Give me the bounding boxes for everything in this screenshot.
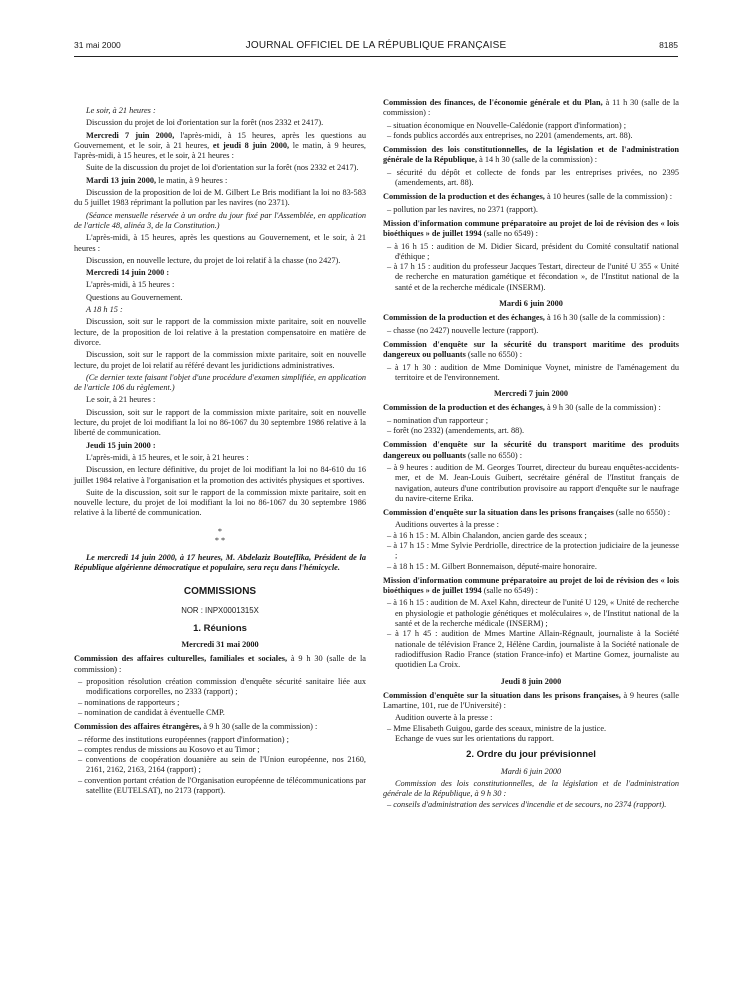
asterism	[74, 527, 366, 545]
para: Audition ouverte à la presse :	[395, 713, 493, 723]
agenda-item: – convention portant création de l'Organisation européenne de télécommunications par satellite (EUTELSAT), no 2173 (rapport).	[78, 775, 366, 796]
para: Auditions ouvertes à la presse :	[395, 520, 499, 530]
left-column	[74, 106, 366, 796]
para: Questions au Gouvernement.	[86, 292, 183, 302]
para: Discussion, soit sur le rapport de la commission mixte paritaire, soit en nouvelle lecture, du projet de loi relatif au référé devant les juridictions administratives.	[74, 350, 366, 370]
agenda-item: – à 16 h 15 : audition de M. Didier Sicard, président du Comité consultatif national d'éthique ;	[387, 241, 679, 261]
right-column	[383, 98, 679, 810]
commission-heading	[383, 508, 679, 518]
date-heading: Jeudi 15 juin 2000 :	[86, 440, 156, 450]
commission-time: à 10 heures (salle de la commission) :	[544, 192, 673, 202]
agenda-list	[383, 800, 679, 810]
date-bold: Mardi 13 juin 2000,	[86, 175, 157, 185]
para-text: le matin, à 9 heures, l'après-midi, à 15 heures, et le soir, à 21 heures :	[74, 140, 366, 161]
agenda-item: – fonds publics accordés aux entreprises, no 2201 (amendements, art. 88).	[387, 130, 633, 140]
date-bold: et jeudi 8 juin 2000,	[212, 140, 290, 150]
commission-time: à 9 h 30 (salle de la commission) :	[544, 403, 661, 413]
agenda-list	[383, 205, 679, 215]
para	[74, 131, 366, 162]
agenda-list	[383, 168, 679, 189]
agenda-item: – chasse (no 2427) nouvelle lecture (rapport).	[387, 325, 539, 335]
header-date: 31 mai 2000	[74, 40, 121, 50]
para: A 18 h 15 :	[86, 305, 123, 315]
agenda-item: – conseils d'administration des services d'incendie et de secours, no 2374 (rapport).	[387, 799, 667, 809]
para: Discussion, soit sur le rapport de la commission mixte paritaire, soit en nouvelle lecture, du projet de loi modifiant la loi no 86-1067 du 30 septembre 1986 relative à la liberté de communication.	[74, 407, 366, 438]
agenda-item: – à 17 h 15 : Mme Sylvie Perdriolle, directrice de la protection judiciaire de la jeunesse ;	[387, 540, 679, 561]
commission-time: à 16 h 30 (salle de la commission) :	[544, 313, 665, 323]
agenda-list	[383, 463, 679, 504]
day-heading: Mercredi 31 mai 2000	[181, 640, 259, 650]
commission-name: Commission d'enquête sur la sécurité du transport maritime des produits dangereux ou polluants	[383, 440, 679, 460]
asterism-top: *	[217, 526, 223, 536]
commission-heading	[383, 192, 679, 202]
agenda-item: – à 16 h 15 : M. Albin Chalandon, ancien garde des sceaux ;	[387, 530, 587, 540]
agenda-item: – Mme Elisabeth Guigou, garde des sceaux, ministre de la justice.	[387, 723, 607, 733]
commission-time: (salle no 6549) :	[481, 586, 538, 596]
commission-name: Commission d'enquête sur la sécurité du transport maritime des produits dangereux ou polluants	[383, 339, 679, 360]
para: L'après-midi, à 15 heures, et le soir, à 21 heures :	[86, 452, 249, 462]
day-heading: Mardi 6 juin 2000	[500, 766, 562, 776]
commission-time: à 9 heures (salle Lamartine, 101, rue de l'Université) :	[383, 690, 679, 711]
para: Discussion de la proposition de loi de M. Gilbert Le Bris modifiant la loi no 83-583 du 5 juillet 1983 réprimant la pollution par les navires (no 2371).	[74, 188, 366, 208]
commission-heading	[383, 313, 679, 323]
commission-name: Mission d'information commune préparatoire au projet de loi de révision des « lois bioéthiques » de juillet 1994	[383, 218, 679, 239]
agenda-list	[383, 326, 679, 336]
para: Le soir, à 21 heures :	[86, 395, 156, 405]
commission-time: à 11 h 30 (salle de la commission) :	[383, 98, 679, 118]
para: Le soir, à 21 heures :	[86, 106, 156, 115]
para: Suite de la discussion, soit sur le rapport de la commission mixte paritaire, soit en nouvelle lecture, du projet de loi modifiant la loi no 86-1067 du 30 septembre 1986 relative à la liberté de communication.	[74, 487, 366, 518]
agenda-item: – nomination de candidat à éventuelle CMP.	[78, 707, 225, 717]
agenda-list	[383, 598, 679, 670]
para-text: l'après-midi, à 15 heures, après les questions au Gouvernement, et le soir, à 21 heures,	[74, 130, 366, 150]
journal-title: JOURNAL OFFICIEL DE LA RÉPUBLIQUE FRANÇAISE	[245, 40, 507, 51]
commission-time: (salle no 6550) :	[465, 450, 523, 460]
day-heading: Mercredi 7 juin 2000	[493, 389, 569, 399]
agenda-item: – conventions de coopération douanière au sein de l'Union européenne, nos 2160, 2161, 2162, 2163, 2164 (rapport) ;	[78, 755, 366, 775]
agenda-item: – à 17 h 30 : audition de Mme Dominique Voynet, ministre de l'aménagement du territoire et de l'environnement.	[387, 362, 679, 382]
agenda-list	[74, 735, 366, 797]
commission-time: à 9 h 30 (salle de la commission) :	[201, 722, 318, 732]
announcement: Le mercredi 14 juin 2000, à 17 heures, M. Abdelaziz Bouteflika, Président de la République algérienne démocratique et populaire, sera reçu dans l'hémicycle.	[74, 552, 366, 572]
commission-heading	[383, 98, 679, 119]
commission-heading	[383, 340, 679, 361]
commission-name: Commission de la production et des échanges,	[383, 192, 545, 202]
agenda-list	[383, 416, 679, 437]
commission-time: (salle no 6549) :	[481, 229, 538, 239]
agenda-list	[383, 242, 679, 293]
commission-name: Commission de la production et des échanges,	[383, 313, 545, 323]
date-bold: Mercredi 7 juin 2000,	[86, 130, 175, 140]
agenda-list	[383, 363, 679, 384]
day-heading: Jeudi 8 juin 2000	[500, 676, 562, 686]
para-text: le matin, à 9 heures :	[156, 175, 228, 185]
commission-heading	[383, 403, 679, 413]
day-heading: Mardi 6 juin 2000	[499, 299, 563, 309]
agenda-item: – comptes rendus de missions au Kosovo et au Timor ;	[78, 744, 260, 754]
commission-name: Mission d'information commune préparatoire au projet de loi de révision des « lois bioéthiques » de juillet 1994	[383, 575, 679, 596]
asterism-bottom: * *	[214, 535, 226, 545]
agenda-item: – proposition résolution création commission d'enquête sécurité sanitaire liée aux modifications corporelles, no 2333 (rapport) ;	[78, 677, 366, 697]
para: Echange de vues sur les orientations du rapport.	[395, 734, 554, 744]
agenda-item: – pollution par les navires, no 2371 (rapport).	[387, 204, 538, 214]
agenda-item: – nominations de rapporteurs ;	[78, 697, 180, 707]
agenda-item: – à 17 h 15 : audition du professeur Jacques Testart, directeur de l'unité U 355 « Unité de recherche en maturation gamétique et fécondation », de l'Institut national de la santé et de la recherche médicale (INSERM).	[387, 262, 679, 292]
commission-name: Commission des affaires culturelles, familiales et sociales,	[74, 654, 288, 664]
agenda-item: – à 9 heures : audition de M. Georges Tourret, directeur du bureau enquêtes-accidents-mer, et de M. Jean-Louis Guibert, secrétaire général de l'Institut français de navigation, auteurs d'une contribution provisoire au rapport d'enquête sur le naufrage du navire-citerne Erika.	[387, 462, 679, 503]
agenda-item: – réforme des institutions européennes (rapport d'information) ;	[78, 734, 289, 744]
para: Discussion du projet de loi d'orientation sur la forêt (nos 2332 et 2417).	[86, 118, 324, 128]
agenda-list	[383, 121, 679, 142]
commission-time: (salle no 6550) :	[465, 350, 523, 360]
commission-heading	[74, 722, 366, 732]
commission-name: Commission des affaires étrangères,	[74, 722, 202, 732]
para: Discussion, en lecture définitive, du projet de loi modifiant la loi no 84-610 du 16 juillet 1984 relative à l'organisation et la promotion des activités physiques et sportives.	[74, 465, 366, 485]
commission-name: Commission d'enquête sur la situation dans les prisons françaises	[383, 508, 614, 518]
agenda-list	[383, 724, 679, 734]
commission-name: Commission de la production et des échanges,	[383, 403, 545, 413]
agenda-item: – situation économique en Nouvelle-Calédonie (rapport d'information) ;	[387, 120, 627, 130]
agenda-list	[74, 677, 366, 718]
date-heading: Mercredi 14 juin 2000 :	[86, 268, 170, 278]
section-reunions: 1. Réunions	[193, 622, 247, 634]
para: L'après-midi, à 15 heures :	[86, 280, 175, 290]
agenda-item: – à 17 h 45 : audition de Mmes Martine Allain-Régnault, journaliste à la Société nationale de télévision France 2, Hélène Cardin, journaliste à la Société nationale de radiodiffusion Radio France (station France-info) et Martine Gomez, journaliste au quotidien La Croix.	[387, 629, 679, 670]
commission-name: Commission d'enquête sur la situation dans les prisons françaises,	[383, 690, 621, 700]
agenda-item: – sécurité du dépôt et collecte de fonds par les entreprises privées, no 2395 (amendements, art. 88).	[387, 167, 679, 188]
agenda-item: – à 18 h 15 : M. Gilbert Bonnemaison, député-maire honoraire.	[387, 561, 597, 571]
para: (Séance mensuelle réservée à un ordre du jour fixé par l'Assemblée, en application de l'article 48, alinéa 3, de la Constitution.)	[74, 210, 366, 230]
agenda-list	[383, 531, 679, 572]
para: (Ce dernier texte faisant l'objet d'une procédure d'examen simplifiée, en application de l'article 106 du règlement.)	[74, 372, 366, 393]
agenda-item: – nomination d'un rapporteur ;	[387, 415, 489, 425]
para: Suite de la discussion du projet de loi d'orientation sur la forêt (nos 2332 et 2417).	[86, 163, 359, 173]
commission-name: Commission des lois constitutionnelles, de la législation et de l'administration générale de la République,	[383, 145, 679, 165]
commission-name: Commission des finances, de l'économie générale et du Plan,	[383, 98, 603, 107]
commission-heading	[383, 219, 679, 240]
commission-heading	[383, 576, 679, 597]
nor-reference: NOR : INPX0001315X	[181, 605, 259, 615]
para: Commission des lois constitutionnelles, de la législation et de l'administration générale de la République, à 9 h 30 :	[383, 778, 679, 799]
commission-heading	[383, 440, 679, 461]
commission-time: à 14 h 30 (salle de la commission) :	[477, 155, 598, 165]
header-rule	[74, 56, 678, 57]
page-header	[74, 40, 678, 54]
para: Discussion, soit sur le rapport de la commission mixte paritaire, soit en nouvelle lecture, de la proposition de loi relative à la prestation compensatoire en matière de divorce.	[74, 317, 366, 347]
commission-time: à 9 h 30 (salle de la commission) :	[74, 654, 366, 674]
agenda-item: – à 16 h 15 : audition de M. Axel Kahn, directeur de l'unité U 129, « Unité de recherche en physiologie et pathologie génétiques et moléculaires », de l'Institut national de la santé et de la recherche médicale (INSERM) ;	[387, 598, 679, 629]
page-number: 8185	[659, 40, 678, 50]
para: L'après-midi, à 15 heures, après les questions au Gouvernement, et le soir, à 21 heures :	[74, 233, 366, 253]
commissions-heading: COMMISSIONS	[183, 586, 257, 598]
commission-heading	[383, 145, 679, 166]
para	[74, 176, 366, 186]
para: Discussion, en nouvelle lecture, du projet de loi relatif à la chasse (no 2427).	[86, 255, 341, 265]
section-ordre-du-jour: 2. Ordre du jour prévisionnel	[466, 749, 596, 761]
agenda-item: – forêt (no 2332) (amendements, art. 88).	[387, 426, 525, 436]
commission-time: (salle no 6550) :	[613, 508, 671, 518]
commission-heading	[383, 691, 679, 712]
commission-heading	[74, 654, 366, 675]
